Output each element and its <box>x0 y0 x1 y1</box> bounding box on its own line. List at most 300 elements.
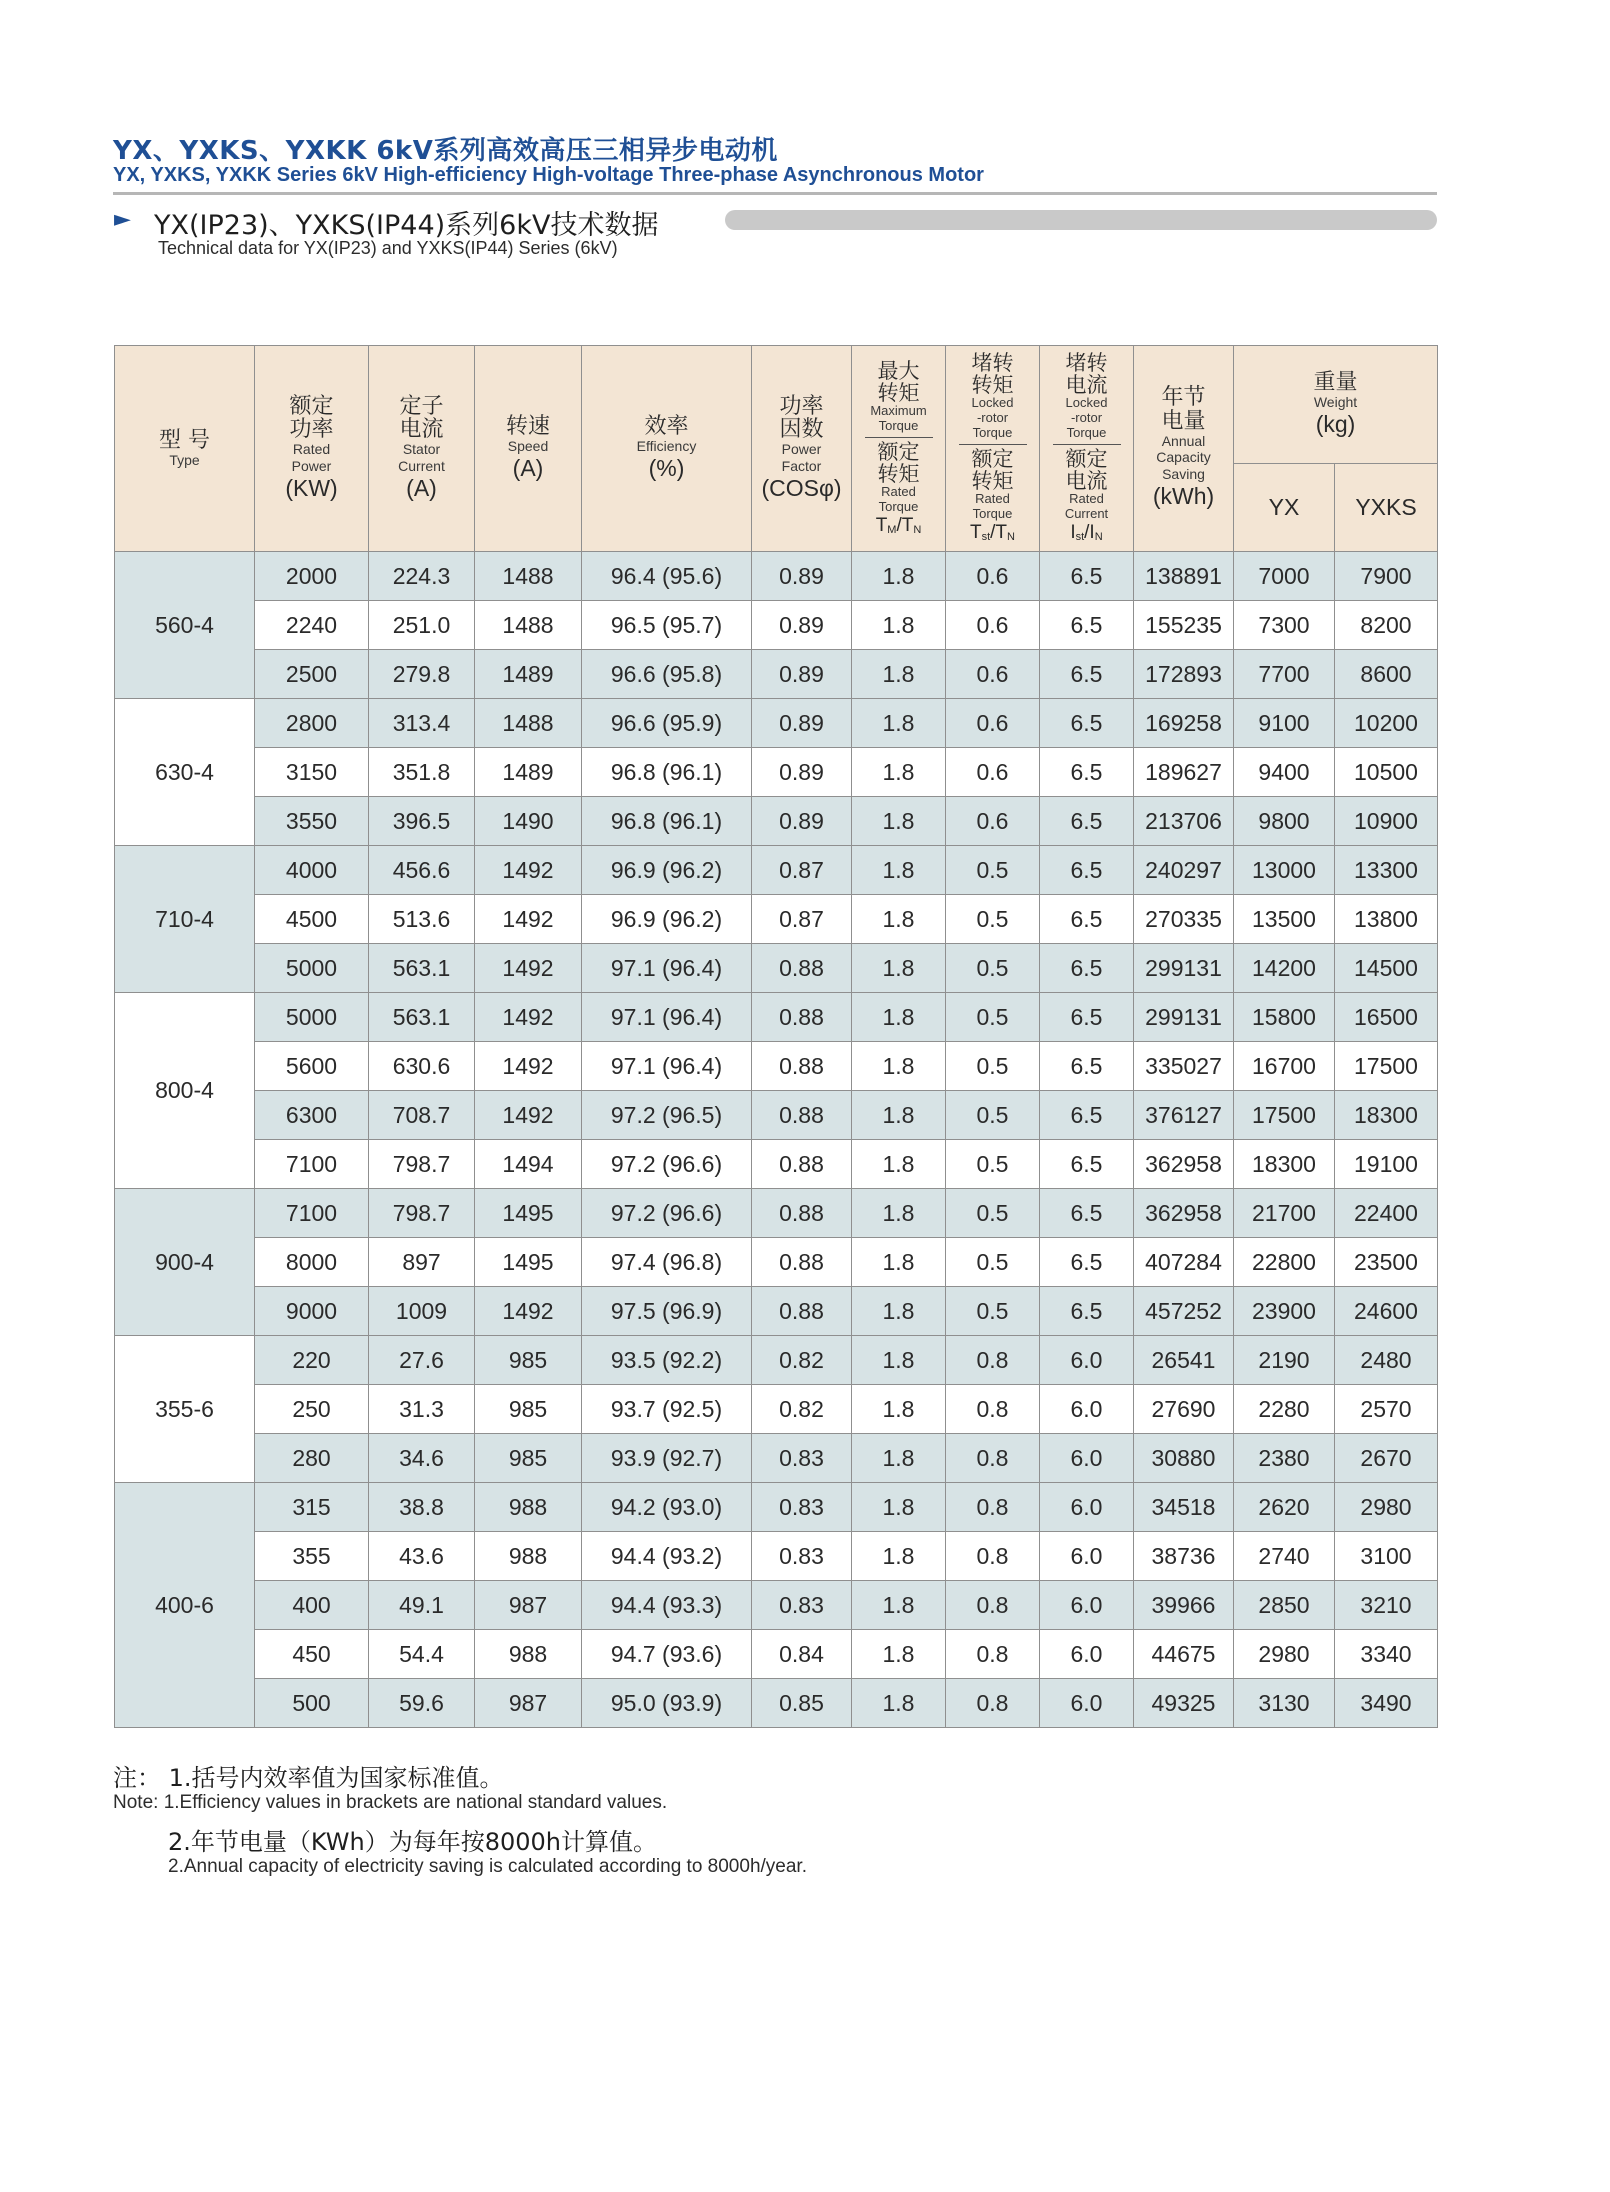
cell-annual-saving: 34518 <box>1134 1483 1234 1532</box>
cell-locked-torque-ratio: 0.8 <box>946 1581 1040 1630</box>
cell-stator-current: 708.7 <box>369 1091 475 1140</box>
cell-locked-torque-ratio: 0.8 <box>946 1630 1040 1679</box>
section-decor-bar <box>725 210 1437 230</box>
cell-type: 560-4 <box>115 552 255 699</box>
cell-rated-power: 4500 <box>255 895 369 944</box>
cell-efficiency: 94.4 (93.2) <box>582 1532 752 1581</box>
cell-power-factor: 0.88 <box>752 993 852 1042</box>
cell-annual-saving: 169258 <box>1134 699 1234 748</box>
cell-locked-torque-ratio: 0.5 <box>946 1091 1040 1140</box>
cell-annual-saving: 299131 <box>1134 993 1234 1042</box>
cell-efficiency: 96.9 (96.2) <box>582 895 752 944</box>
cell-locked-current-ratio: 6.0 <box>1040 1385 1134 1434</box>
table-row <box>115 944 1438 993</box>
cell-stator-current: 351.8 <box>369 748 475 797</box>
cell-speed: 985 <box>475 1385 582 1434</box>
cell-rated-power: 450 <box>255 1630 369 1679</box>
cell-weight-yx: 22800 <box>1234 1238 1335 1287</box>
cell-weight-yxks: 8600 <box>1335 650 1438 699</box>
cell-weight-yxks: 17500 <box>1335 1042 1438 1091</box>
cell-locked-current-ratio: 6.5 <box>1040 601 1134 650</box>
table-row <box>115 1140 1438 1189</box>
header-locked-current-ratio: 堵转 电流 Locked -rotor Torque 额定 电流 Rated Current Ist/IN <box>1040 346 1134 552</box>
cell-weight-yx: 21700 <box>1234 1189 1335 1238</box>
cell-stator-current: 798.7 <box>369 1189 475 1238</box>
cell-annual-saving: 457252 <box>1134 1287 1234 1336</box>
cell-weight-yxks: 2670 <box>1335 1434 1438 1483</box>
cell-weight-yxks: 19100 <box>1335 1140 1438 1189</box>
fraction-line <box>865 437 933 438</box>
cell-weight-yxks: 2980 <box>1335 1483 1438 1532</box>
cell-weight-yx: 13000 <box>1234 846 1335 895</box>
cell-locked-current-ratio: 6.0 <box>1040 1434 1134 1483</box>
cell-stator-current: 513.6 <box>369 895 475 944</box>
cell-weight-yx: 18300 <box>1234 1140 1335 1189</box>
cell-weight-yx: 2190 <box>1234 1336 1335 1385</box>
cell-speed: 1492 <box>475 895 582 944</box>
cell-stator-current: 224.3 <box>369 552 475 601</box>
cell-annual-saving: 30880 <box>1134 1434 1234 1483</box>
cell-weight-yxks: 16500 <box>1335 993 1438 1042</box>
cell-stator-current: 563.1 <box>369 944 475 993</box>
cell-rated-power: 5000 <box>255 993 369 1042</box>
cell-weight-yx: 14200 <box>1234 944 1335 993</box>
cell-efficiency: 94.2 (93.0) <box>582 1483 752 1532</box>
cell-efficiency: 96.9 (96.2) <box>582 846 752 895</box>
cell-efficiency: 95.0 (93.9) <box>582 1679 752 1728</box>
note-2-en: 2.Annual capacity of electricity saving is calculated according to 8000h/year. <box>168 1856 807 1877</box>
header-type: 型 号 Type <box>115 346 255 552</box>
cell-power-factor: 0.85 <box>752 1679 852 1728</box>
cell-locked-current-ratio: 6.0 <box>1040 1630 1134 1679</box>
cell-annual-saving: 26541 <box>1134 1336 1234 1385</box>
cell-max-torque-ratio: 1.8 <box>852 601 946 650</box>
cell-locked-current-ratio: 6.5 <box>1040 846 1134 895</box>
cell-weight-yx: 9400 <box>1234 748 1335 797</box>
cell-speed: 1492 <box>475 944 582 993</box>
table-row <box>115 650 1438 699</box>
header-efficiency: 效率 Efficiency (%) <box>582 346 752 552</box>
cell-weight-yxks: 3340 <box>1335 1630 1438 1679</box>
table-row <box>115 797 1438 846</box>
cell-max-torque-ratio: 1.8 <box>852 552 946 601</box>
cell-weight-yxks: 7900 <box>1335 552 1438 601</box>
cell-locked-current-ratio: 6.5 <box>1040 1091 1134 1140</box>
header-weight-yx: YX <box>1234 464 1335 552</box>
cell-speed: 1494 <box>475 1140 582 1189</box>
note-1-en: Note: 1.Efficiency values in brackets are national standard values. <box>113 1792 668 1813</box>
cell-annual-saving: 138891 <box>1134 552 1234 601</box>
cell-locked-torque-ratio: 0.5 <box>946 1189 1040 1238</box>
cell-speed: 1495 <box>475 1189 582 1238</box>
cell-max-torque-ratio: 1.8 <box>852 944 946 993</box>
cell-power-factor: 0.88 <box>752 1042 852 1091</box>
cell-speed: 1492 <box>475 1091 582 1140</box>
cell-weight-yx: 9100 <box>1234 699 1335 748</box>
cell-annual-saving: 44675 <box>1134 1630 1234 1679</box>
cell-power-factor: 0.89 <box>752 601 852 650</box>
cell-weight-yxks: 23500 <box>1335 1238 1438 1287</box>
cell-efficiency: 97.1 (96.4) <box>582 944 752 993</box>
section-title-en: Technical data for YX(IP23) and YXKS(IP44) Series (6kV) <box>158 238 618 258</box>
cell-weight-yx: 13500 <box>1234 895 1335 944</box>
cell-locked-torque-ratio: 0.8 <box>946 1679 1040 1728</box>
cell-power-factor: 0.88 <box>752 944 852 993</box>
table-row <box>115 1287 1438 1336</box>
cell-locked-torque-ratio: 0.5 <box>946 895 1040 944</box>
cell-efficiency: 97.5 (96.9) <box>582 1287 752 1336</box>
table-row <box>115 1189 1438 1238</box>
cell-speed: 1488 <box>475 699 582 748</box>
table-row <box>115 1434 1438 1483</box>
cell-efficiency: 96.6 (95.8) <box>582 650 752 699</box>
table-row <box>115 1532 1438 1581</box>
cell-locked-current-ratio: 6.5 <box>1040 1042 1134 1091</box>
cell-locked-current-ratio: 6.5 <box>1040 1287 1134 1336</box>
title-divider <box>113 192 1437 195</box>
cell-locked-current-ratio: 6.5 <box>1040 699 1134 748</box>
cell-efficiency: 97.1 (96.4) <box>582 993 752 1042</box>
cell-weight-yx: 2380 <box>1234 1434 1335 1483</box>
cell-efficiency: 94.7 (93.6) <box>582 1630 752 1679</box>
cell-annual-saving: 27690 <box>1134 1385 1234 1434</box>
cell-annual-saving: 376127 <box>1134 1091 1234 1140</box>
cell-max-torque-ratio: 1.8 <box>852 993 946 1042</box>
cell-rated-power: 2500 <box>255 650 369 699</box>
cell-rated-power: 2000 <box>255 552 369 601</box>
cell-rated-power: 220 <box>255 1336 369 1385</box>
cell-max-torque-ratio: 1.8 <box>852 1042 946 1091</box>
cell-weight-yx: 9800 <box>1234 797 1335 846</box>
cell-weight-yxks: 2480 <box>1335 1336 1438 1385</box>
cell-weight-yx: 3130 <box>1234 1679 1335 1728</box>
cell-speed: 1489 <box>475 650 582 699</box>
cell-weight-yxks: 3490 <box>1335 1679 1438 1728</box>
table-row <box>115 699 1438 748</box>
table-row <box>115 1385 1438 1434</box>
cell-locked-torque-ratio: 0.5 <box>946 846 1040 895</box>
cell-rated-power: 2240 <box>255 601 369 650</box>
cell-speed: 988 <box>475 1630 582 1679</box>
cell-stator-current: 313.4 <box>369 699 475 748</box>
cell-max-torque-ratio: 1.8 <box>852 699 946 748</box>
cell-power-factor: 0.89 <box>752 797 852 846</box>
header-annual-saving: 年节 电量 Annual Capacity Saving (kWh) <box>1134 346 1234 552</box>
cell-stator-current: 27.6 <box>369 1336 475 1385</box>
header-rated-power: 额定 功率 Rated Power (KW) <box>255 346 369 552</box>
cell-max-torque-ratio: 1.8 <box>852 1434 946 1483</box>
header-power-factor: 功率 因数 Power Factor (COSφ) <box>752 346 852 552</box>
cell-efficiency: 97.2 (96.6) <box>582 1140 752 1189</box>
cell-speed: 1488 <box>475 601 582 650</box>
cell-annual-saving: 38736 <box>1134 1532 1234 1581</box>
cell-locked-current-ratio: 6.5 <box>1040 993 1134 1042</box>
header-speed: 转速 Speed (A) <box>475 346 582 552</box>
cell-rated-power: 3550 <box>255 797 369 846</box>
cell-locked-torque-ratio: 0.5 <box>946 1042 1040 1091</box>
cell-power-factor: 0.82 <box>752 1385 852 1434</box>
cell-power-factor: 0.89 <box>752 748 852 797</box>
cell-type: 800-4 <box>115 993 255 1189</box>
cell-max-torque-ratio: 1.8 <box>852 1581 946 1630</box>
cell-speed: 985 <box>475 1336 582 1385</box>
cell-locked-current-ratio: 6.0 <box>1040 1581 1134 1630</box>
cell-locked-current-ratio: 6.5 <box>1040 748 1134 797</box>
cell-max-torque-ratio: 1.8 <box>852 1336 946 1385</box>
cell-weight-yx: 17500 <box>1234 1091 1335 1140</box>
technical-data-table <box>114 345 1438 1728</box>
cell-power-factor: 0.83 <box>752 1434 852 1483</box>
cell-stator-current: 43.6 <box>369 1532 475 1581</box>
page-title-en: YX, YXKS, YXKK Series 6kV High-efficiency High-voltage Three-phase Asynchronous Motor <box>113 164 984 186</box>
cell-weight-yxks: 18300 <box>1335 1091 1438 1140</box>
cell-weight-yxks: 13800 <box>1335 895 1438 944</box>
cell-stator-current: 38.8 <box>369 1483 475 1532</box>
cell-max-torque-ratio: 1.8 <box>852 1091 946 1140</box>
cell-locked-torque-ratio: 0.6 <box>946 699 1040 748</box>
cell-max-torque-ratio: 1.8 <box>852 1630 946 1679</box>
cell-locked-torque-ratio: 0.8 <box>946 1336 1040 1385</box>
cell-type: 400-6 <box>115 1483 255 1728</box>
cell-weight-yxks: 24600 <box>1335 1287 1438 1336</box>
cell-speed: 1492 <box>475 1287 582 1336</box>
cell-annual-saving: 49325 <box>1134 1679 1234 1728</box>
cell-speed: 1490 <box>475 797 582 846</box>
cell-stator-current: 49.1 <box>369 1581 475 1630</box>
cell-locked-current-ratio: 6.5 <box>1040 1238 1134 1287</box>
cell-stator-current: 31.3 <box>369 1385 475 1434</box>
cell-rated-power: 4000 <box>255 846 369 895</box>
cell-power-factor: 0.88 <box>752 1189 852 1238</box>
cell-max-torque-ratio: 1.8 <box>852 1140 946 1189</box>
cell-power-factor: 0.88 <box>752 1287 852 1336</box>
cell-rated-power: 2800 <box>255 699 369 748</box>
cell-locked-current-ratio: 6.0 <box>1040 1532 1134 1581</box>
table-row <box>115 601 1438 650</box>
cell-stator-current: 34.6 <box>369 1434 475 1483</box>
cell-efficiency: 96.8 (96.1) <box>582 797 752 846</box>
cell-max-torque-ratio: 1.8 <box>852 1385 946 1434</box>
cell-speed: 1492 <box>475 1042 582 1091</box>
cell-annual-saving: 335027 <box>1134 1042 1234 1091</box>
cell-weight-yx: 2280 <box>1234 1385 1335 1434</box>
cell-max-torque-ratio: 1.8 <box>852 1238 946 1287</box>
cell-speed: 988 <box>475 1483 582 1532</box>
cell-locked-torque-ratio: 0.5 <box>946 993 1040 1042</box>
cell-locked-torque-ratio: 0.5 <box>946 1238 1040 1287</box>
cell-speed: 987 <box>475 1581 582 1630</box>
cell-locked-torque-ratio: 0.6 <box>946 552 1040 601</box>
cell-stator-current: 897 <box>369 1238 475 1287</box>
fraction-line <box>959 444 1027 445</box>
cell-speed: 988 <box>475 1532 582 1581</box>
cell-locked-current-ratio: 6.5 <box>1040 895 1134 944</box>
table-row <box>115 1336 1438 1385</box>
cell-rated-power: 3150 <box>255 748 369 797</box>
cell-locked-torque-ratio: 0.6 <box>946 650 1040 699</box>
section-title-cn: YX(IP23)、YXKS(IP44)系列6kV技术数据 <box>154 210 659 241</box>
cell-weight-yxks: 2570 <box>1335 1385 1438 1434</box>
cell-weight-yx: 23900 <box>1234 1287 1335 1336</box>
table-row <box>115 993 1438 1042</box>
table-row <box>115 1238 1438 1287</box>
cell-type: 900-4 <box>115 1189 255 1336</box>
cell-locked-torque-ratio: 0.8 <box>946 1483 1040 1532</box>
cell-max-torque-ratio: 1.8 <box>852 1532 946 1581</box>
section-arrow-icon: ► <box>114 207 131 232</box>
cell-stator-current: 798.7 <box>369 1140 475 1189</box>
cell-locked-torque-ratio: 0.8 <box>946 1434 1040 1483</box>
cell-efficiency: 93.5 (92.2) <box>582 1336 752 1385</box>
cell-efficiency: 94.4 (93.3) <box>582 1581 752 1630</box>
cell-weight-yx: 2620 <box>1234 1483 1335 1532</box>
cell-locked-torque-ratio: 0.8 <box>946 1532 1040 1581</box>
cell-max-torque-ratio: 1.8 <box>852 748 946 797</box>
note-2-cn: 2.年节电量（KWh）为每年按8000h计算值。 <box>168 1828 658 1856</box>
cell-weight-yxks: 13300 <box>1335 846 1438 895</box>
cell-rated-power: 355 <box>255 1532 369 1581</box>
cell-power-factor: 0.88 <box>752 1140 852 1189</box>
table-row <box>115 748 1438 797</box>
cell-rated-power: 500 <box>255 1679 369 1728</box>
cell-weight-yxks: 10200 <box>1335 699 1438 748</box>
cell-speed: 1492 <box>475 993 582 1042</box>
cell-locked-torque-ratio: 0.5 <box>946 1140 1040 1189</box>
cell-locked-current-ratio: 6.0 <box>1040 1679 1134 1728</box>
cell-annual-saving: 407284 <box>1134 1238 1234 1287</box>
cell-locked-current-ratio: 6.5 <box>1040 1140 1134 1189</box>
table-row <box>115 552 1438 601</box>
cell-locked-current-ratio: 6.5 <box>1040 1189 1134 1238</box>
cell-max-torque-ratio: 1.8 <box>852 797 946 846</box>
cell-annual-saving: 270335 <box>1134 895 1234 944</box>
cell-max-torque-ratio: 1.8 <box>852 895 946 944</box>
cell-max-torque-ratio: 1.8 <box>852 1189 946 1238</box>
cell-weight-yxks: 22400 <box>1335 1189 1438 1238</box>
cell-rated-power: 9000 <box>255 1287 369 1336</box>
table-row <box>115 1483 1438 1532</box>
cell-power-factor: 0.83 <box>752 1532 852 1581</box>
cell-weight-yxks: 3100 <box>1335 1532 1438 1581</box>
cell-locked-torque-ratio: 0.6 <box>946 601 1040 650</box>
cell-power-factor: 0.82 <box>752 1336 852 1385</box>
cell-speed: 1492 <box>475 846 582 895</box>
cell-weight-yx: 15800 <box>1234 993 1335 1042</box>
cell-weight-yx: 16700 <box>1234 1042 1335 1091</box>
cell-weight-yx: 2850 <box>1234 1581 1335 1630</box>
cell-efficiency: 96.4 (95.6) <box>582 552 752 601</box>
cell-stator-current: 563.1 <box>369 993 475 1042</box>
cell-locked-torque-ratio: 0.5 <box>946 1287 1040 1336</box>
cell-power-factor: 0.89 <box>752 552 852 601</box>
header-locked-torque-ratio: 堵转 转矩 Locked -rotor Torque 额定 转矩 Rated Torque Tst/TN <box>946 346 1040 552</box>
cell-weight-yxks: 3210 <box>1335 1581 1438 1630</box>
cell-rated-power: 7100 <box>255 1140 369 1189</box>
header-stator-current: 定子 电流 Stator Current (A) <box>369 346 475 552</box>
cell-stator-current: 251.0 <box>369 601 475 650</box>
cell-rated-power: 5000 <box>255 944 369 993</box>
cell-power-factor: 0.88 <box>752 1238 852 1287</box>
cell-rated-power: 250 <box>255 1385 369 1434</box>
cell-efficiency: 96.6 (95.9) <box>582 699 752 748</box>
cell-rated-power: 280 <box>255 1434 369 1483</box>
cell-annual-saving: 39966 <box>1134 1581 1234 1630</box>
cell-locked-current-ratio: 6.5 <box>1040 797 1134 846</box>
cell-power-factor: 0.84 <box>752 1630 852 1679</box>
page-title-cn: YX、YXKS、YXKK 6kV系列高效高压三相异步电动机 <box>113 136 778 166</box>
cell-annual-saving: 362958 <box>1134 1140 1234 1189</box>
cell-weight-yxks: 8200 <box>1335 601 1438 650</box>
cell-rated-power: 6300 <box>255 1091 369 1140</box>
cell-locked-current-ratio: 6.0 <box>1040 1336 1134 1385</box>
cell-type: 355-6 <box>115 1336 255 1483</box>
cell-power-factor: 0.83 <box>752 1581 852 1630</box>
cell-efficiency: 97.2 (96.5) <box>582 1091 752 1140</box>
cell-efficiency: 96.5 (95.7) <box>582 601 752 650</box>
cell-weight-yx: 2740 <box>1234 1532 1335 1581</box>
cell-locked-current-ratio: 6.5 <box>1040 650 1134 699</box>
cell-stator-current: 59.6 <box>369 1679 475 1728</box>
cell-weight-yx: 7300 <box>1234 601 1335 650</box>
cell-annual-saving: 213706 <box>1134 797 1234 846</box>
cell-locked-torque-ratio: 0.8 <box>946 1385 1040 1434</box>
cell-rated-power: 7100 <box>255 1189 369 1238</box>
cell-stator-current: 54.4 <box>369 1630 475 1679</box>
cell-annual-saving: 189627 <box>1134 748 1234 797</box>
header-max-torque-ratio: 最大 转矩 Maximum Torque 额定 转矩 Rated Torque TM/TN <box>852 346 946 552</box>
table-row <box>115 1091 1438 1140</box>
cell-efficiency: 97.2 (96.6) <box>582 1189 752 1238</box>
table-row <box>115 1679 1438 1728</box>
cell-power-factor: 0.88 <box>752 1091 852 1140</box>
header-weight: 重量 Weight (kg) <box>1234 346 1438 464</box>
header-weight-yxks: YXKS <box>1335 464 1438 552</box>
cell-speed: 1489 <box>475 748 582 797</box>
cell-type: 710-4 <box>115 846 255 993</box>
cell-power-factor: 0.89 <box>752 699 852 748</box>
cell-locked-current-ratio: 6.5 <box>1040 944 1134 993</box>
cell-efficiency: 93.7 (92.5) <box>582 1385 752 1434</box>
cell-speed: 987 <box>475 1679 582 1728</box>
cell-stator-current: 1009 <box>369 1287 475 1336</box>
cell-type: 630-4 <box>115 699 255 846</box>
cell-stator-current: 630.6 <box>369 1042 475 1091</box>
cell-max-torque-ratio: 1.8 <box>852 650 946 699</box>
cell-stator-current: 396.5 <box>369 797 475 846</box>
cell-power-factor: 0.87 <box>752 895 852 944</box>
cell-annual-saving: 240297 <box>1134 846 1234 895</box>
cell-locked-torque-ratio: 0.6 <box>946 797 1040 846</box>
cell-power-factor: 0.87 <box>752 846 852 895</box>
cell-annual-saving: 299131 <box>1134 944 1234 993</box>
cell-power-factor: 0.83 <box>752 1483 852 1532</box>
cell-stator-current: 279.8 <box>369 650 475 699</box>
cell-max-torque-ratio: 1.8 <box>852 1483 946 1532</box>
note-1-cn: 注： 1.括号内效率值为国家标准值。 <box>113 1764 504 1792</box>
cell-locked-current-ratio: 6.0 <box>1040 1483 1134 1532</box>
cell-annual-saving: 172893 <box>1134 650 1234 699</box>
cell-weight-yxks: 14500 <box>1335 944 1438 993</box>
table-row <box>115 846 1438 895</box>
table-row <box>115 1042 1438 1091</box>
cell-rated-power: 5600 <box>255 1042 369 1091</box>
cell-power-factor: 0.89 <box>752 650 852 699</box>
cell-weight-yxks: 10900 <box>1335 797 1438 846</box>
cell-annual-saving: 362958 <box>1134 1189 1234 1238</box>
cell-efficiency: 93.9 (92.7) <box>582 1434 752 1483</box>
cell-efficiency: 97.1 (96.4) <box>582 1042 752 1091</box>
cell-weight-yxks: 10500 <box>1335 748 1438 797</box>
